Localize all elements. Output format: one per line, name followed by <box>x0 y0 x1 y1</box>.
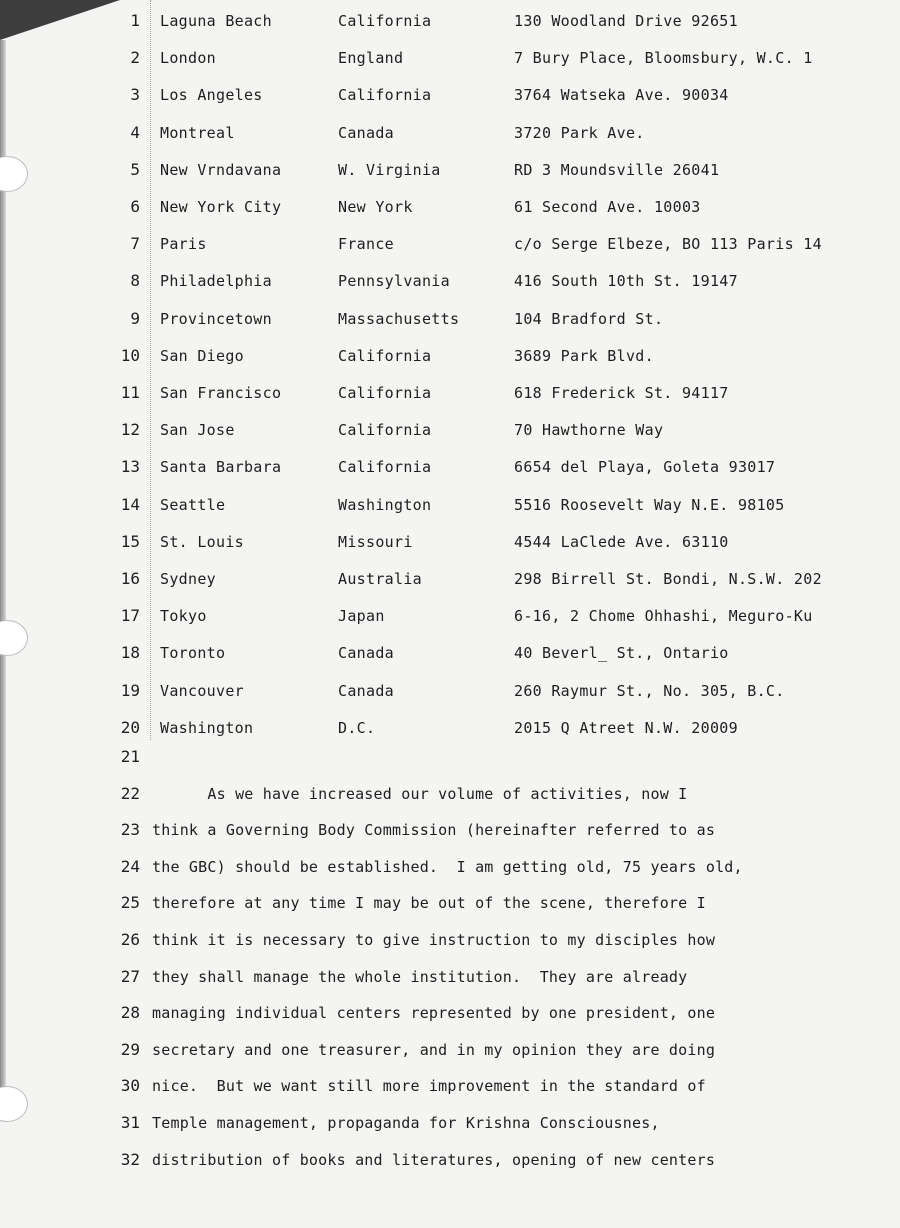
address-row <box>0 601 900 631</box>
street-address: 4544 LaClede Ave. 63110 <box>514 532 729 551</box>
paragraph-line <box>0 852 900 882</box>
address-row <box>0 266 900 296</box>
address-row <box>0 6 900 36</box>
line-number: 9 <box>130 308 140 328</box>
city-name: Sydney <box>160 570 216 588</box>
street-address: RD 3 Moundsville 26041 <box>514 160 720 179</box>
line-number: 3 <box>130 85 140 105</box>
address-row <box>0 155 900 185</box>
city-name: Provincetown <box>160 309 272 328</box>
line-number: 29 <box>120 1039 140 1059</box>
address-row <box>0 341 900 371</box>
city-name: New Vrndavana <box>160 160 282 179</box>
paragraph-line <box>0 888 900 918</box>
paragraph-text: managing individual centers represented by one president, one <box>152 1004 716 1023</box>
line-number: 12 <box>120 420 140 440</box>
state-name: California <box>338 86 432 105</box>
line-number: 11 <box>120 383 140 402</box>
city-name: St. Louis <box>160 532 244 551</box>
address-row <box>0 415 900 445</box>
address-row <box>0 118 900 148</box>
paragraph-line <box>0 1145 900 1175</box>
street-address: 3720 Park Ave. <box>514 123 645 142</box>
paragraph-text: the GBC) should be established. I am getting old, 75 years old, <box>152 857 743 876</box>
city-name: Montreal <box>160 123 235 142</box>
line-number: 17 <box>120 606 140 626</box>
state-name: California <box>338 12 432 30</box>
address-row <box>0 564 900 594</box>
line-number: 1 <box>130 11 140 30</box>
address-row <box>0 713 900 743</box>
city-name: Laguna Beach <box>160 12 272 30</box>
paragraph-line <box>0 742 900 772</box>
line-number: 31 <box>120 1113 140 1132</box>
line-number: 25 <box>120 893 140 913</box>
address-row <box>0 638 900 668</box>
street-address: 618 Frederick St. 94117 <box>514 384 729 402</box>
street-address: 2015 Q Atreet N.W. 20009 <box>514 718 738 737</box>
line-number: 13 <box>120 457 140 477</box>
state-name: Canada <box>338 681 394 700</box>
state-name: Washington <box>338 495 432 514</box>
state-name: D.C. <box>338 718 376 737</box>
paragraph-text: therefore at any time I may be out of the scene, therefore I <box>152 894 706 913</box>
street-address: 6-16, 2 Chome Ohhashi, Meguro-Ku <box>514 607 813 626</box>
state-name: New York <box>338 198 413 216</box>
line-number: 22 <box>120 783 140 803</box>
line-number: 27 <box>120 966 140 986</box>
address-row <box>0 80 900 110</box>
line-number: 21 <box>120 747 140 766</box>
state-name: Missouri <box>338 532 413 551</box>
line-number: 14 <box>120 494 140 514</box>
address-row <box>0 527 900 557</box>
street-address: 3689 Park Blvd. <box>514 346 654 365</box>
city-name: San Diego <box>160 346 244 365</box>
paragraph-line <box>0 925 900 955</box>
paragraph-text: think it is necessary to give instruction to my disciples how <box>152 931 716 949</box>
paragraph-text: distribution of books and literatures, opening of new centers <box>152 1150 716 1169</box>
state-name: Canada <box>338 123 394 142</box>
line-number: 23 <box>120 820 140 840</box>
line-number: 10 <box>120 345 140 365</box>
state-name: California <box>338 421 432 440</box>
city-name: London <box>160 49 216 68</box>
paragraph-line <box>0 998 900 1028</box>
line-number: 26 <box>120 930 140 949</box>
line-number: 30 <box>120 1076 140 1096</box>
street-address: 7 Bury Place, Bloomsbury, W.C. 1 <box>514 49 813 68</box>
line-number: 6 <box>130 197 140 216</box>
line-number: 4 <box>130 122 140 142</box>
state-name: Pennsylvania <box>338 272 450 291</box>
address-row <box>0 452 900 482</box>
paragraph-line <box>0 1035 900 1065</box>
paragraph-text: think a Governing Body Commission (hereinafter referred to as <box>152 821 716 840</box>
city-name: Los Angeles <box>160 86 263 105</box>
address-row <box>0 43 900 73</box>
paragraph-line <box>0 1071 900 1101</box>
paragraph-line <box>0 962 900 992</box>
street-address: 6654 del Playa, Goleta 93017 <box>514 458 776 477</box>
line-number: 8 <box>130 271 140 291</box>
line-number: 5 <box>130 159 140 179</box>
address-row <box>0 192 900 222</box>
state-name: California <box>338 346 432 365</box>
street-address: 260 Raymur St., No. 305, B.C. <box>514 681 785 700</box>
paragraph-line <box>0 1108 900 1138</box>
state-name: California <box>338 384 432 402</box>
street-address: c/o Serge Elbeze, BO 113 Paris 14 <box>514 235 822 254</box>
city-name: Paris <box>160 235 207 254</box>
state-name: Japan <box>338 607 385 626</box>
street-address: 40 Beverl_ St., Ontario <box>514 644 729 663</box>
city-name: Washington <box>160 718 254 737</box>
city-name: Toronto <box>160 644 226 663</box>
address-row <box>0 490 900 520</box>
city-name: San Jose <box>160 421 235 440</box>
paragraph-text: they shall manage the whole institution. They are already <box>152 967 688 986</box>
state-name: California <box>338 458 432 477</box>
address-row <box>0 378 900 408</box>
line-number: 19 <box>120 680 140 700</box>
city-name: Philadelphia <box>160 272 272 291</box>
street-address: 5516 Roosevelt Way N.E. 98105 <box>514 495 785 514</box>
city-name: San Francisco <box>160 384 282 402</box>
line-number: 24 <box>120 856 140 876</box>
line-number: 32 <box>120 1149 140 1169</box>
line-number: 2 <box>130 48 140 68</box>
paragraph-text: As we have increased our volume of activities, now I <box>152 784 688 803</box>
street-address: 3764 Watseka Ave. 90034 <box>514 86 729 105</box>
state-name: W. Virginia <box>338 160 441 179</box>
paragraph-line <box>0 815 900 845</box>
paragraph-line <box>0 779 900 809</box>
state-name: Massachusetts <box>338 309 460 328</box>
street-address: 104 Bradford St. <box>514 309 664 328</box>
street-address: 61 Second Ave. 10003 <box>514 198 701 216</box>
line-number: 18 <box>120 643 140 663</box>
street-address: 416 South 10th St. 19147 <box>514 272 738 291</box>
address-row <box>0 229 900 259</box>
address-row <box>0 304 900 334</box>
city-name: Seattle <box>160 495 226 514</box>
street-address: 70 Hawthorne Way <box>514 421 664 440</box>
street-address: 130 Woodland Drive 92651 <box>514 12 738 30</box>
city-name: Vancouver <box>160 681 244 700</box>
state-name: England <box>338 49 404 68</box>
line-number: 16 <box>120 569 140 588</box>
line-number: 7 <box>130 234 140 254</box>
city-name: Santa Barbara <box>160 458 282 477</box>
state-name: France <box>338 235 394 254</box>
city-name: Tokyo <box>160 607 207 626</box>
address-row <box>0 676 900 706</box>
paragraph-text: nice. But we want still more improvement in the standard of <box>152 1077 706 1096</box>
street-address: 298 Birrell St. Bondi, N.S.W. 202 <box>514 570 822 588</box>
state-name: Canada <box>338 644 394 663</box>
paragraph-text: Temple management, propaganda for Krishna Consciousnes, <box>152 1114 660 1132</box>
city-name: New York City <box>160 198 282 216</box>
paragraph-text: secretary and one treasurer, and in my opinion they are doing <box>152 1040 716 1059</box>
line-number: 20 <box>120 717 140 737</box>
line-number: 28 <box>120 1003 140 1023</box>
state-name: Australia <box>338 570 422 588</box>
line-number: 15 <box>120 531 140 551</box>
